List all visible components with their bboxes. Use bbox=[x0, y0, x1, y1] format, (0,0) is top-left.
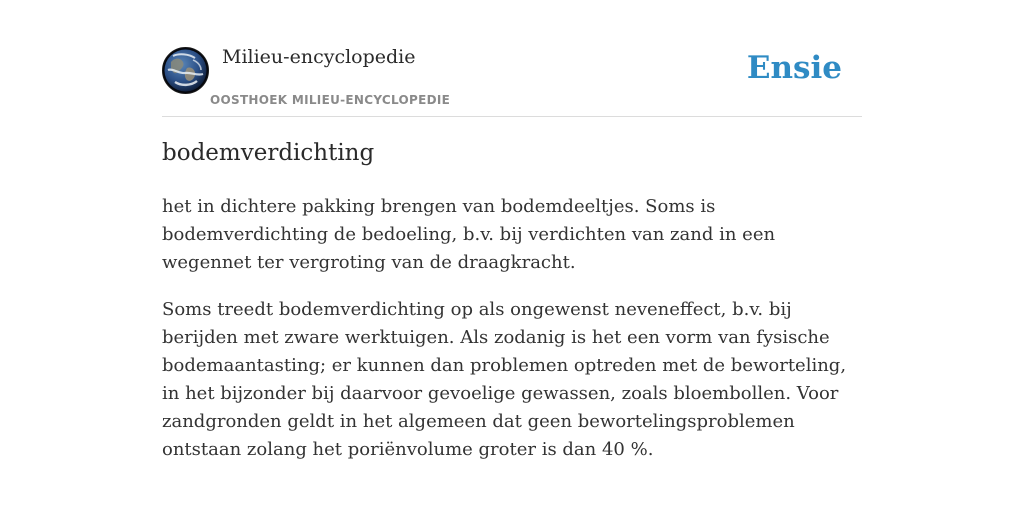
ensie-logo-link[interactable]: Ensie bbox=[746, 50, 842, 86]
site-header bbox=[162, 40, 862, 117]
definition-paragraph-2: Soms treedt bodemverdichting op als ongewenst neveneffect, b.v. bij berijden met zware werktuigen. Als zodanig is het een vorm van fysische bodemaantasting; er kunnen dan problemen optreden met de beworteling, in het bijzonder bij daarvoor gevoelige gewassen, zoals bloembollen. Voor zandgronden geldt in het algemeen dat geen bewortelingsproblemen ontstaan zolang het poriënvolume groter is dan 40 %. bbox=[162, 299, 847, 460]
earth-globe-icon[interactable] bbox=[162, 47, 209, 94]
entry-title: bodemverdichting bbox=[162, 140, 375, 166]
definition-paragraph-1: het in dichtere pakking brengen van bodemdeeltjes. Soms is bodemverdichting de bedoeling, b.v. bij verdichten van zand in een wegennet ter vergroting van de draagkracht. bbox=[162, 196, 776, 273]
entry-definition bbox=[162, 193, 867, 483]
site-name[interactable]: Milieu-encyclopedie bbox=[222, 46, 416, 68]
site-subtitle[interactable]: OOSTHOEK MILIEU-ENCYCLOPEDIE bbox=[210, 93, 451, 107]
